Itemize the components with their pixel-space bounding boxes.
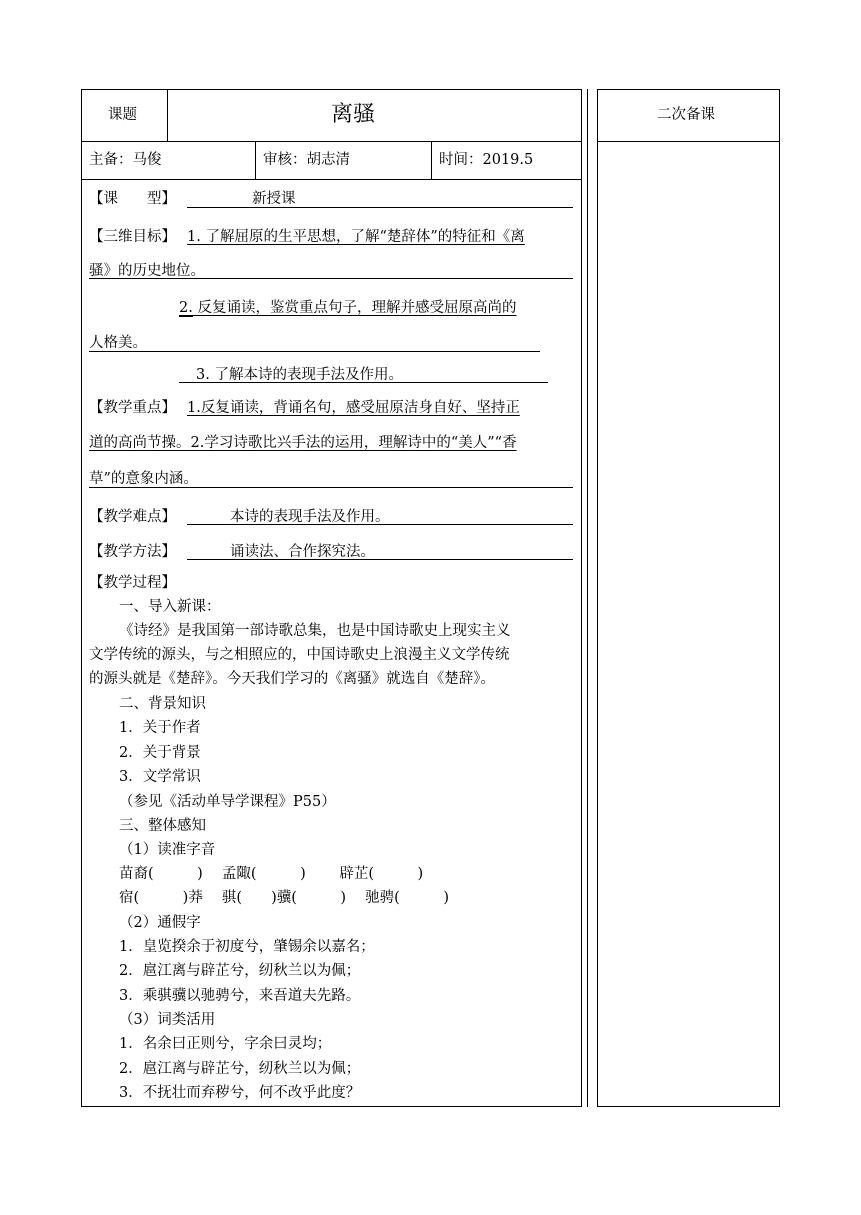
ke-ti-label: 课题 [108, 107, 137, 123]
key-line1: 1.反复诵读，背诵名句，感受屈原洁身自好、坚持正 [187, 400, 520, 416]
second-prep-label: 二次备课 [657, 107, 715, 123]
goal2-underline [89, 351, 540, 352]
goal1-line2: 骚》的历史地位。 [89, 263, 205, 279]
type-underline [187, 207, 573, 208]
second-prep-table [597, 89, 780, 1107]
type-label: 【课 型】 [89, 191, 176, 207]
process-line: （1）读准字音 [119, 842, 216, 858]
time: 时间：2019.5 [439, 152, 534, 168]
process-line: 《诗经》是我国第一部诗歌总集，也是中国诗歌史上现实主义 [119, 623, 511, 639]
type-value: 新授课 [252, 191, 296, 207]
goal1-line1: 1. 了解屈原的生平思想，了解“楚辞体”的特征和《离 [187, 229, 525, 245]
process-line: 3．不抚壮而弃秽兮，何不改乎此度？ [119, 1085, 361, 1101]
goal3-underline [179, 382, 548, 383]
process-line: 一、导入新课： [119, 599, 221, 615]
process-line: 2．关于背景 [119, 745, 201, 761]
process-line: 3．乘骐骥以驰骋兮，来吾道夫先路。 [119, 988, 361, 1004]
process-line: 宿( )莽 骐( )骥( ) 驰骋( ) [119, 890, 449, 906]
reviewer: 审核：胡志清 [263, 152, 350, 168]
difficulty-value: 本诗的表现手法及作用。 [230, 509, 390, 525]
process-line: 1．皇览揆余于初度兮，肇锡余以嘉名； [119, 939, 375, 955]
header-divider [81, 141, 582, 142]
method-value: 诵读法、合作探究法。 [230, 544, 375, 560]
key-line3: 草”的意象内涵。 [89, 471, 198, 487]
page-title: 离骚 [331, 102, 376, 127]
process-line: （参见《活动单导学课程》P55） [119, 794, 336, 810]
key-underline [89, 487, 573, 488]
process-line: 的源头就是《楚辞》。今天我们学习的《离骚》就选自《楚辞》。 [89, 671, 495, 687]
goal3: 3. 了解本诗的表现手法及作用。 [196, 367, 403, 383]
process-label: 【教学过程】 [89, 575, 176, 591]
goal2-line1: 2. 反复诵读，鉴赏重点句子，理解并感受屈原高尚的 [179, 300, 517, 316]
key-line2: 道的高尚节操。2.学习诗歌比兴手法的运用，理解诗中的“美人”“香 [89, 435, 517, 451]
process-line: 苗裔( ) 孟陬( ) 辟芷( ) [119, 866, 424, 882]
header-col-divider [167, 89, 168, 141]
right-header-divider [597, 141, 780, 142]
process-line: （2）通假字 [119, 915, 201, 931]
process-line: 三、整体感知 [119, 818, 206, 834]
goal2-line2: 人格美。 [89, 335, 147, 351]
process-line: 1．名余曰正则兮，字余曰灵均； [119, 1036, 332, 1052]
info-divider [81, 179, 582, 180]
process-line: 1．关于作者 [119, 720, 201, 736]
process-line: 2．扈江离与辟芷兮，纫秋兰以为佩； [119, 1061, 361, 1077]
info-col-divider-1 [255, 141, 256, 179]
author: 主备：马俊 [89, 152, 162, 168]
difficulty-label: 【教学难点】 [89, 509, 176, 525]
method-label: 【教学方法】 [89, 544, 176, 560]
goal1-underline [89, 278, 573, 279]
right-gutter-line [587, 89, 588, 1107]
process-line: （3）词类活用 [119, 1012, 216, 1028]
process-line: 3．文学常识 [119, 769, 201, 785]
goal2-lead-underline [179, 316, 193, 317]
info-col-divider-2 [431, 141, 432, 179]
process-line: 文学传统的源头，与之相照应的，中国诗歌史上浪漫主义文学传统 [89, 647, 510, 663]
key-label: 【教学重点】 [89, 400, 176, 416]
process-line: 2．扈江离与辟芷兮，纫秋兰以为佩； [119, 963, 361, 979]
goals-label: 【三维目标】 [89, 229, 176, 245]
process-line: 二、背景知识 [119, 696, 206, 712]
